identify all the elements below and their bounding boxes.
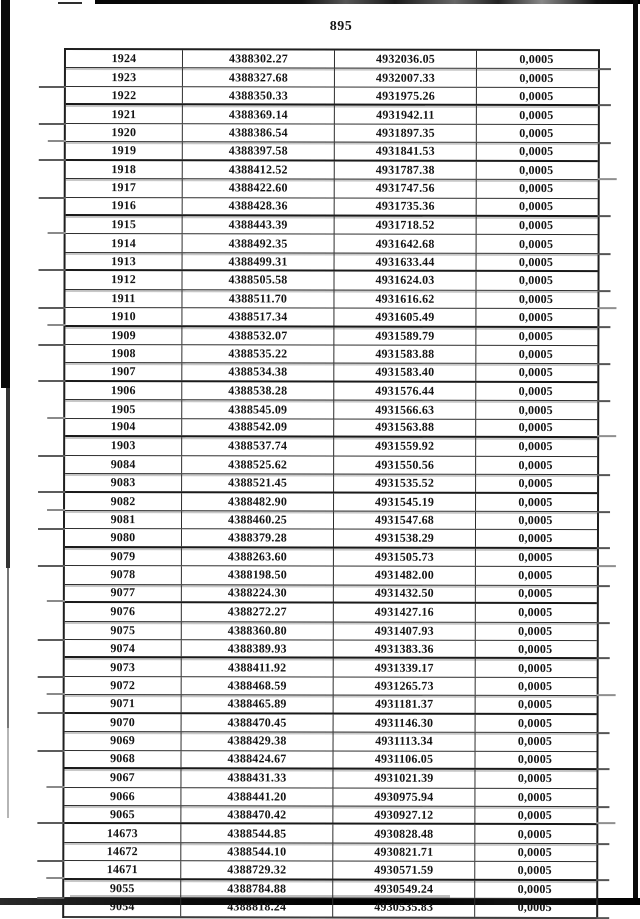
table-row <box>65 714 597 734</box>
table-cell: 9073 <box>65 658 182 676</box>
table-cell: 9080 <box>65 529 182 546</box>
table-cell: 1908 <box>65 345 182 363</box>
table-cell: 9065 <box>64 806 181 823</box>
table-cell: 4388272.27 <box>182 603 334 621</box>
table-cell: 4931407.93 <box>334 622 476 640</box>
table-cell: 0,0005 <box>518 513 553 528</box>
table-cell: 4388412.52 <box>183 161 335 179</box>
scan-edge-right <box>633 0 638 905</box>
table-cell: 0,0005 <box>519 70 554 85</box>
table-row <box>65 327 597 347</box>
table-cell: 4388544.10 <box>181 843 333 861</box>
table-cell: 4931897.35 <box>335 124 477 142</box>
table-cell: 0,0005 <box>519 199 554 214</box>
table-cell: 9081 <box>65 511 182 529</box>
table-cell: 4388470.45 <box>182 714 334 732</box>
table-cell: 9083 <box>65 474 182 491</box>
table-cell: 4931432.50 <box>334 585 476 602</box>
table-row <box>65 290 597 310</box>
table-cell: 4931383.36 <box>334 641 476 658</box>
table-row <box>66 216 598 236</box>
table-cell: 0,0005 <box>519 107 554 122</box>
table-cell: 1910 <box>65 308 182 325</box>
table-row <box>64 806 596 826</box>
table-cell: 4388545.09 <box>182 401 334 419</box>
table-row <box>64 788 596 808</box>
table-cell: 9075 <box>65 622 182 640</box>
table-cell: 0,0005 <box>517 807 553 822</box>
table-row <box>64 861 596 881</box>
table-cell: 4388350.33 <box>183 87 335 104</box>
table-row <box>66 105 598 125</box>
table-cell: 4931642.68 <box>335 235 477 253</box>
table-cell: 4931616.62 <box>334 290 476 308</box>
table-cell: 4388198.50 <box>182 566 334 584</box>
table-cell: 4931583.40 <box>334 364 476 381</box>
table-cell: 14671 <box>64 861 181 878</box>
table-cell: 1920 <box>66 124 183 142</box>
table-cell: 4931181.37 <box>334 696 476 713</box>
table-row <box>65 622 597 642</box>
table-cell: 4931633.44 <box>335 253 477 270</box>
table-cell: 0,0005 <box>518 236 554 251</box>
table-row <box>65 456 597 476</box>
table-cell: 1909 <box>65 327 182 345</box>
table-row <box>65 400 597 420</box>
table-cell: 4930535.83 <box>333 899 475 917</box>
table-cell: 0,0005 <box>518 309 554 324</box>
table-cell: 4388263.60 <box>182 548 334 566</box>
table-cell: 4388429.38 <box>182 732 334 750</box>
table-row <box>64 824 596 844</box>
table-cell: 4931265.73 <box>334 677 476 695</box>
table-cell: 4930927.12 <box>333 807 475 824</box>
table-cell: 4388424.67 <box>181 751 333 768</box>
table-cell: 4931942.11 <box>335 106 477 124</box>
table-cell: 4388411.92 <box>182 659 334 677</box>
table-cell: 4388379.28 <box>182 530 334 547</box>
table-cell: 4931113.34 <box>334 733 476 751</box>
table-row <box>65 345 597 365</box>
table-cell: 14673 <box>64 824 181 842</box>
table-cell: 4931718.52 <box>335 217 477 235</box>
table-cell: 4931605.49 <box>334 309 476 326</box>
table-cell: 14672 <box>64 843 181 861</box>
table-cell: 9074 <box>65 640 182 657</box>
table-cell: 4388302.27 <box>183 50 335 68</box>
table-cell: 0,0005 <box>518 549 553 565</box>
table-cell: 4388422.60 <box>183 179 335 197</box>
table-cell: 4388468.59 <box>182 677 334 695</box>
table-cell: 4388443.39 <box>183 216 335 234</box>
table-cell: 0,0005 <box>517 715 553 730</box>
table-row <box>65 695 597 715</box>
table-cell: 0,0005 <box>519 181 554 196</box>
table-cell: 9068 <box>64 751 181 768</box>
table-cell: 9067 <box>64 769 181 787</box>
table-cell: 0,0005 <box>519 143 554 158</box>
table-cell: 0,0005 <box>517 752 553 767</box>
table-cell: 0,0005 <box>517 789 553 804</box>
table-row <box>64 898 596 917</box>
table-cell: 1915 <box>66 216 183 234</box>
table-cell: 1919 <box>66 142 183 159</box>
scan-edge-top <box>95 0 640 4</box>
table-cell: 0,0005 <box>518 605 553 620</box>
table-cell: 1904 <box>65 419 182 436</box>
table-cell: 0,0005 <box>518 660 553 675</box>
table-cell: 4388465.89 <box>182 696 334 713</box>
table-cell: 9079 <box>65 548 182 566</box>
table-cell: 9054 <box>64 898 181 916</box>
table-cell: 1921 <box>66 105 183 123</box>
table-cell: 0,0005 <box>517 900 552 915</box>
table-row <box>65 382 597 402</box>
table-cell: 0,0005 <box>517 826 552 841</box>
table-cell: 4388360.80 <box>182 622 334 640</box>
table-cell: 4388428.36 <box>183 198 335 215</box>
table-row <box>65 658 597 678</box>
table-cell: 9078 <box>65 566 182 584</box>
table-row <box>65 677 597 697</box>
table-cell: 4388538.28 <box>182 382 334 400</box>
table-cell: 4388818.24 <box>181 898 333 916</box>
table-cell: 1918 <box>66 161 183 179</box>
table-cell: 4388532.07 <box>182 327 334 345</box>
table-row <box>65 511 597 531</box>
table-cell: 1916 <box>66 198 183 215</box>
table-row <box>66 179 598 199</box>
table-row <box>65 640 597 660</box>
table-cell: 0,0005 <box>518 475 553 490</box>
table-cell: 4388534.38 <box>182 364 334 381</box>
table-cell: 4931787.38 <box>335 161 477 179</box>
table-cell: 4932007.33 <box>335 69 477 87</box>
table-cell: 0,0005 <box>518 641 553 656</box>
table-cell: 0,0005 <box>517 844 552 860</box>
page-number: 895 <box>329 19 353 34</box>
table-row <box>64 843 596 863</box>
table-cell: 4931841.53 <box>335 143 477 160</box>
table-cell: 9071 <box>65 695 182 712</box>
table-cell: 4931538.29 <box>334 530 476 547</box>
table-cell: 4931550.56 <box>334 456 476 474</box>
table-cell: 4388441.20 <box>181 788 333 806</box>
table-row <box>65 566 597 586</box>
table-row <box>65 437 597 457</box>
table-cell: 4931559.92 <box>334 438 476 456</box>
table-cell: 9055 <box>64 880 181 898</box>
scan-edge-left <box>1 0 10 388</box>
table-cell: 4931624.03 <box>334 272 476 290</box>
table-row <box>65 271 597 291</box>
scan-edge-left-trace <box>7 728 9 818</box>
table-row <box>66 50 598 70</box>
table-cell: 4388784.88 <box>181 880 333 898</box>
table-row <box>65 548 597 568</box>
table-cell: 9076 <box>65 603 182 621</box>
table-cell: 1924 <box>66 50 183 68</box>
table-cell: 0,0005 <box>518 365 553 380</box>
table-cell: 4388386.54 <box>183 124 335 142</box>
table-row <box>64 880 596 900</box>
table-cell: 4388505.58 <box>182 271 334 289</box>
table-cell: 1912 <box>65 271 182 289</box>
table-cell: 4931576.44 <box>334 382 476 400</box>
table-row <box>65 419 597 439</box>
table-cell: 4388470.42 <box>181 806 333 823</box>
table-cell: 4388389.93 <box>182 640 334 657</box>
table-cell: 0,0005 <box>518 347 553 362</box>
table-cell: 0,0005 <box>518 328 554 343</box>
table-cell: 9084 <box>65 456 182 474</box>
table-row <box>65 474 597 494</box>
table-cell: 9070 <box>65 714 182 732</box>
table-cell: 4388511.70 <box>182 290 334 308</box>
table-cell: 0,0005 <box>518 439 553 454</box>
table-cell: 4931535.52 <box>334 475 476 492</box>
table-cell: 0,0005 <box>518 568 553 583</box>
table-cell: 1917 <box>66 179 183 197</box>
table-row <box>65 585 597 605</box>
table-cell: 4388517.34 <box>182 308 334 325</box>
table-row <box>66 142 598 162</box>
table-cell: 0,0005 <box>519 52 554 67</box>
table-cell: 4931482.00 <box>334 567 476 585</box>
table-cell: 1923 <box>66 68 183 86</box>
table-cell: 4931589.79 <box>334 327 476 345</box>
table-row <box>65 529 597 549</box>
table-cell: 0,0005 <box>517 881 552 896</box>
table-cell: 9082 <box>65 493 182 511</box>
table-cell: 4931339.17 <box>334 659 476 677</box>
table-cell: 4388535.22 <box>182 345 334 363</box>
table-cell: 4931021.39 <box>333 770 475 788</box>
table-cell: 0,0005 <box>519 218 554 233</box>
table-cell: 0,0005 <box>518 586 553 601</box>
table-cell: 0,0005 <box>518 402 553 417</box>
table-row <box>65 308 597 328</box>
table-cell: 4931747.56 <box>335 180 477 198</box>
table-cell: 0,0005 <box>518 679 553 694</box>
table-cell: 4931427.16 <box>334 604 476 622</box>
table-cell: 4388482.90 <box>182 493 334 511</box>
table-cell: 0,0005 <box>518 696 553 712</box>
table-cell: 4388521.45 <box>182 474 334 491</box>
table-cell: 4388327.68 <box>183 69 335 87</box>
table-cell: 1907 <box>65 363 182 380</box>
scan-edge-left-faint <box>7 568 9 728</box>
table-cell: 4388224.30 <box>182 585 334 602</box>
table-row <box>64 769 596 789</box>
table-cell: 1914 <box>66 234 183 252</box>
table-row <box>65 363 597 383</box>
table-cell: 0,0005 <box>518 494 553 509</box>
table-cell: 4932036.05 <box>335 51 477 69</box>
table-row <box>65 603 597 623</box>
table-cell: 0,0005 <box>518 254 554 269</box>
table-cell: 4388729.32 <box>181 861 333 878</box>
table-cell: 4931735.36 <box>335 198 477 215</box>
table-cell: 1905 <box>65 400 182 418</box>
table-cell: 4930571.59 <box>333 862 475 879</box>
table-row <box>65 493 597 513</box>
table-cell: 9069 <box>65 732 182 750</box>
table-cell: 4388499.31 <box>183 253 335 270</box>
table-cell: 9072 <box>65 677 182 695</box>
table-row <box>66 68 598 88</box>
table-cell: 0,0005 <box>519 162 554 177</box>
table-cell: 0,0005 <box>518 291 554 306</box>
coordinate-table <box>62 48 600 919</box>
table-cell: 4931563.88 <box>334 419 476 436</box>
table-cell: 1913 <box>66 253 183 270</box>
table-cell: 0,0005 <box>517 771 553 786</box>
table-row <box>66 253 598 273</box>
table-cell: 4388542.09 <box>182 419 334 436</box>
table-cell: 0,0005 <box>517 734 553 749</box>
scan-edge-left-fade <box>6 388 10 568</box>
table-row <box>64 751 596 771</box>
table-cell: 1903 <box>65 437 182 455</box>
table-cell: 1906 <box>65 382 182 400</box>
table-cell: 4931975.26 <box>335 87 477 104</box>
table-cell: 4931583.88 <box>334 346 476 364</box>
table-cell: 0,0005 <box>518 531 553 546</box>
table-cell: 4388369.14 <box>183 106 335 124</box>
table-cell: 1922 <box>66 87 183 104</box>
table-cell: 9066 <box>64 788 181 806</box>
table-cell: 9077 <box>65 585 182 602</box>
table-cell: 4931146.30 <box>334 714 476 732</box>
table-row <box>66 161 598 181</box>
table-cell: 4388525.62 <box>182 456 334 474</box>
table-cell: 0,0005 <box>517 862 552 877</box>
table-row <box>66 87 598 107</box>
table-cell: 4930549.24 <box>333 880 475 898</box>
table-cell: 4388492.35 <box>183 235 335 253</box>
table-cell: 0,0005 <box>519 125 554 140</box>
table-row <box>66 124 598 144</box>
table-cell: 4930821.71 <box>333 843 475 861</box>
table-cell: 4388460.25 <box>182 511 334 529</box>
table-cell: 0,0005 <box>518 384 553 399</box>
table-cell: 0,0005 <box>518 457 553 472</box>
table-cell: 4931566.63 <box>334 401 476 419</box>
table-cell: 4931505.73 <box>334 548 476 566</box>
scan-edge-top-dash <box>58 2 82 4</box>
table-cell: 4930828.48 <box>333 825 475 843</box>
table-cell: 4388544.85 <box>181 825 333 843</box>
table-cell: 0,0005 <box>519 88 554 103</box>
table-cell: 0,0005 <box>518 623 553 638</box>
table-cell: 1911 <box>65 290 182 308</box>
table-cell: 4930975.94 <box>333 788 475 806</box>
table-cell: 4388397.58 <box>183 142 335 159</box>
table-row <box>66 234 598 254</box>
table-cell: 4388431.33 <box>181 769 333 787</box>
table-cell: 4931547.68 <box>334 512 476 530</box>
table-row <box>65 732 597 752</box>
table-row <box>66 198 598 218</box>
table-cell: 0,0005 <box>518 420 553 435</box>
table-cell: 4388537.74 <box>182 437 334 455</box>
table-cell: 4931545.19 <box>334 493 476 511</box>
table-cell: 0,0005 <box>518 273 554 288</box>
table-cell: 4931106.05 <box>333 751 475 768</box>
